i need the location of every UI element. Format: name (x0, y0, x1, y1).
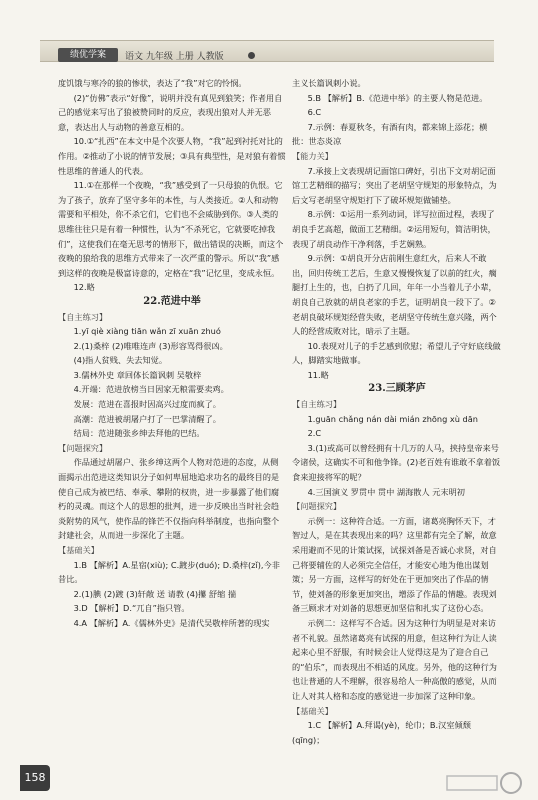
left-column (58, 76, 286, 631)
answer-paragraph: 1.B 【解析】A.星宿(xiù); C.踱步(duó); D.桑梓(zǐ),今非昔比。 (58, 559, 280, 585)
answer-paragraph: 3.(1)或高可以曾经拥有十几万的人马，挟持皇帝来号令诸侯，这确实不可和他争锋。(2)老百姓有谁敢不拿着饭食来迎接将军的呢？ (292, 442, 501, 483)
answer-paragraph: 10.表现对儿子的手艺感到欣慰；希望儿子守好底线做人，脚踏实地做事。 (292, 340, 501, 366)
answer-paragraph: 主义长篇讽刺小说。 (292, 78, 366, 88)
answer-paragraph: 2.C (307, 428, 322, 439)
answer-paragraph: 示例二：这样写不合适。因为这种行为明显是对来访者不礼貌。虽然诸葛亮有试探的用意，但这种行为让人读起来心里不舒服，有时候会让人觉得这是为了迎合自己的“伯乐”，而表现出不相适的风度。另外，他的这种行为也让普通的人不理解，很容易给人一种高傲的感觉，从而让人对其人格和态度的感觉进一步加深了这种印象。 (292, 617, 497, 701)
answer-paragraph: (2)“仿佛”表示“好像”，说明并没有真见到狼笑；作者用自己的感觉来写出了狼被赞同时的反应，表现出狼对人并无恶意，表达出人与动物的善意互相的。 (58, 92, 283, 132)
answer-paragraph: 1.yī qiè xiàng tiān wǎn zī xuān zhuó (73, 326, 221, 337)
answer-paragraph: 发展：范进在喜报时因高兴过度而疯了。 (73, 399, 221, 410)
answer-paragraph: 度饥饿与寒冷的狼的惨状，表达了“我”对它的怜悯。 (58, 78, 247, 88)
right-column (292, 76, 502, 747)
answer-paragraph: 12.略 (73, 282, 95, 293)
brand-label: 绩优学案 (58, 48, 118, 62)
section-title: 23.三顾茅庐 (368, 383, 426, 395)
answer-paragraph: 4.A 【解析】A.《儒林外史》是清代吴敬梓所著的现实 (73, 617, 270, 628)
answer-paragraph: 7.示例：春夏秋冬，有酒有肉，都来锦上添花；横批：世态炎凉 (292, 121, 488, 147)
answer-paragraph: 3.D 【解析】D.“兀自”指只管。 (73, 603, 190, 614)
answer-paragraph: 8.示例：①运用一系列动词，详写拉面过程，表现了胡良手艺高超，做面工艺精细。②运用短句，简洁明快，表现了胡良动作干净利落，手艺娴熟。 (292, 209, 496, 249)
answer-paragraph: 4.三国演义 罗贯中 贯中 湖海散人 元末明初 (307, 486, 465, 497)
answer-paragraph: 1.C 【解析】A.拜谒(yè)，纶巾；B.汉室倾颓(qīng)； (292, 720, 471, 745)
section-tag: 【问题探究】 (58, 442, 108, 453)
watermark-logo-icon (445, 770, 525, 796)
answer-paragraph: (4)指人贫贱、失去知觉。 (73, 355, 168, 366)
answer-paragraph: 4.开端：范进放榜当日因家无粮需要卖鸡。 (73, 384, 229, 395)
page-number: 158 (20, 765, 50, 791)
answer-paragraph: 5.B 【解析】B.《范进中举》的主要人物是范进。 (307, 92, 488, 103)
answer-paragraph: 2.(1)桑梓 (2)唯唯连声 (3)形容骂得很凶。 (73, 340, 228, 351)
answer-paragraph: 1.guān chǎng nán dài mián zhōng xù dān (307, 413, 478, 424)
answer-paragraph: 7.承接上文表现胡记面馆口碑好，引出下文对胡记面馆工艺精细的描写；突出了老胡坚守规矩的形象特点，为后文写老胡坚守规矩打下了破坏规矩做铺垫。 (292, 165, 497, 205)
section-tag: 【自主练习】 (58, 311, 108, 322)
answer-paragraph: 10.①“扎西”在本文中是个次要人物，“我”起到衬托对比的作用。②推动了小说的情节发展；③具有典型性，是对狼有着惯性思维的普通人的代表。 (58, 136, 286, 176)
section-tag: 【基础关】 (292, 705, 333, 716)
answer-paragraph: 作品通过胡屠户、张乡绅这两个人物对范进的态度，从侧面揭示出范进这类知识分子如何卑屈地追求功名的最终目的是使自己成为被巴结、奉承、攀附的权贵，进一步暴露了他们腐朽的灵魂。而这个人的思想的批判，进一步反映出当时社会趋炎附势的风气，使作品的锋芒不仅指向科举制度，也指向整个封建社会，从而进一步深化了主题。 (58, 457, 280, 541)
answer-paragraph: 结局：范进随张乡绅去拜他的巴结。 (73, 428, 205, 439)
bullet-icon (248, 52, 255, 59)
answer-paragraph: 11.①在那样一个夜晚，“我”感受到了一只母狼的仇恨。它为了孩子，放弃了坚守多年的本性，与人类接近。②人和动物需要和平相处，你不杀它们，它们也不会威胁到你。③人类的思维往往只是有着一种惯性，认为“不杀死它，它就要吃掉我们”，这使我们在毫无思考的情形下，做出错误的决断，而这个夜晚的狼给我的思维方式带来了一次严重的警示。所以“我”感到这样的夜晚是极富诗意的，定格在“我”记忆里，变成永恒。 (58, 180, 284, 278)
section-tag: 【问题探究】 (292, 501, 342, 512)
answer-paragraph: 示例一：这种符合适。一方面，诸葛亮胸怀天下，才智过人，是在其表现出来的吗？这里都有完全了解，故意采用避而不见的计策试探，试探刘备是否诚心求贤，对自己将要辅佐的人必须完全信任，才能安心地为他出谋划策；另一方面，这样写的好处在于更加突出了作品的情节，使刘备的形象更加突出，增添了作品的情趣。表现刘备三顾求才对刘备的思想更加坚信和扎实了这份心态。 (292, 515, 497, 614)
answer-paragraph: 2.(1)腆 (2)踱 (3)轩敞 送 请教 (4)攥 舒缩 揣 (73, 588, 237, 599)
section-tag: 【基础关】 (58, 545, 99, 555)
answer-paragraph: 6.C (307, 107, 322, 118)
answer-paragraph: 高潮：范进被胡屠户打了一巴掌清醒了。 (73, 413, 221, 424)
section-tag: 【自主练习】 (292, 399, 342, 410)
answer-paragraph: 9.示例：①胡良开分店前刚生意红火，后来人不敢出，回归传统工艺后，生意又慢慢恢复了以前的红火，瘸腿打上生的，也，白扔了几回，年年一小当着儿子小辈，胡良自己放就的胡良老家的手艺，证明胡良一段下了。②老胡良破坏规矩经营失败，老胡坚守传统生意兴隆，两个人的经营成败对比，暗示了主题。 (292, 253, 497, 337)
section-title: 22.范进中举 (143, 295, 201, 307)
subject-label: 语文 九年级 上册 人教版 (125, 52, 224, 62)
section-tag: 【能力关】 (292, 150, 333, 161)
answer-paragraph: 11.略 (307, 369, 329, 380)
answer-paragraph: 3.儒林外史 章回体长篇讽刺 吴敬梓 (73, 369, 202, 380)
